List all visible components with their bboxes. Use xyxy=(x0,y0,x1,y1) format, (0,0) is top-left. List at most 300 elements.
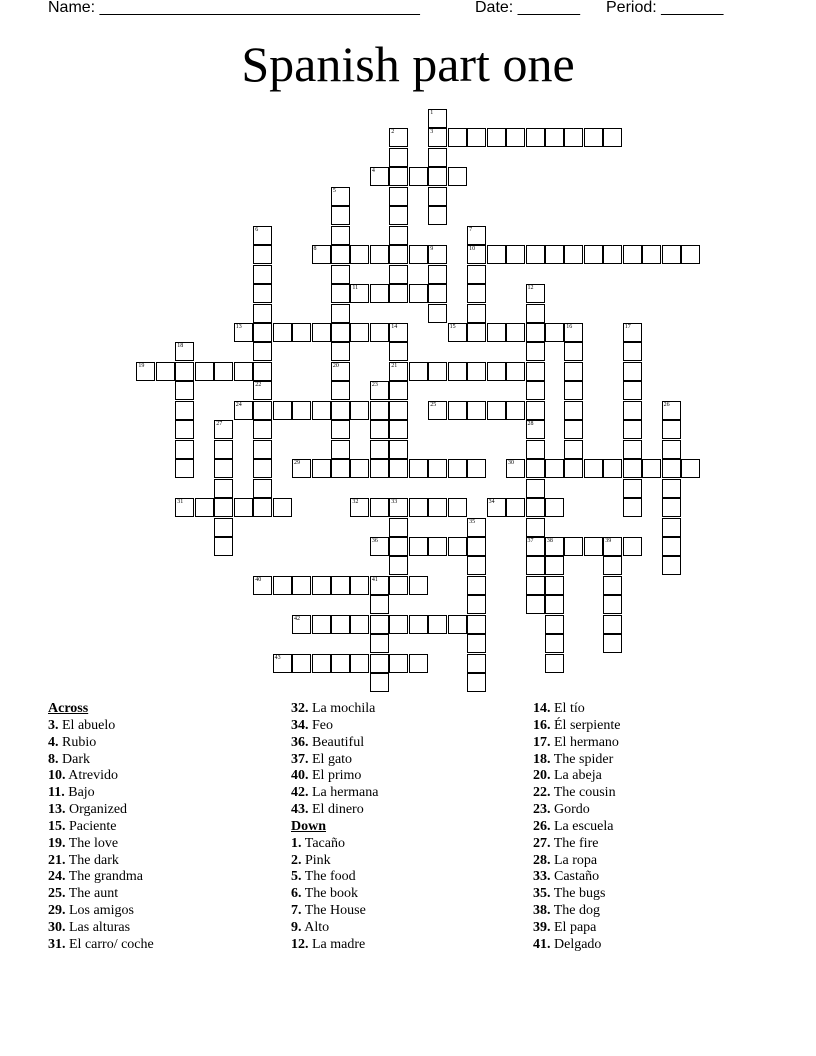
crossword-cell[interactable] xyxy=(428,362,447,381)
crossword-cell[interactable] xyxy=(448,401,467,420)
crossword-cell[interactable] xyxy=(253,420,272,439)
clue-number-label: 22. xyxy=(533,785,551,801)
crossword-cell[interactable] xyxy=(389,342,408,361)
crossword-cell[interactable] xyxy=(487,323,506,342)
crossword-cell[interactable] xyxy=(467,401,486,420)
crossword-cell[interactable] xyxy=(467,362,486,381)
crossword-cell[interactable] xyxy=(331,440,350,459)
crossword-cell[interactable] xyxy=(253,362,272,381)
crossword-cell[interactable] xyxy=(389,362,408,381)
crossword-cell[interactable] xyxy=(389,167,408,186)
clue-text: El papa xyxy=(550,919,597,935)
crossword-cell[interactable] xyxy=(564,323,583,342)
crossword-cell[interactable] xyxy=(428,284,447,303)
crossword-cell[interactable] xyxy=(603,128,622,147)
crossword-cell[interactable] xyxy=(623,479,642,498)
crossword-cell[interactable] xyxy=(564,362,583,381)
crossword-cell[interactable] xyxy=(331,226,350,245)
crossword-cell[interactable] xyxy=(506,401,525,420)
crossword-cell[interactable] xyxy=(506,362,525,381)
crossword-cell[interactable] xyxy=(603,245,622,264)
crossword-cell[interactable] xyxy=(253,245,272,264)
crossword-cell[interactable] xyxy=(526,245,545,264)
crossword-cell[interactable] xyxy=(467,576,486,595)
clue-number-label: 5. xyxy=(291,869,302,885)
crossword-cell[interactable] xyxy=(370,401,389,420)
crossword-cell[interactable] xyxy=(448,615,467,634)
crossword-cell[interactable] xyxy=(467,245,486,264)
clue-item xyxy=(533,768,620,785)
crossword-cell[interactable] xyxy=(389,187,408,206)
crossword-cell[interactable] xyxy=(487,128,506,147)
crossword-cell[interactable] xyxy=(428,245,447,264)
crossword-cell[interactable] xyxy=(623,401,642,420)
crossword-cell[interactable] xyxy=(370,498,389,517)
crossword-cell[interactable] xyxy=(467,323,486,342)
crossword-cell[interactable] xyxy=(253,440,272,459)
crossword-cell[interactable] xyxy=(623,323,642,342)
crossword-cell[interactable] xyxy=(292,323,311,342)
crossword-cell[interactable] xyxy=(370,615,389,634)
crossword-cell[interactable] xyxy=(350,498,369,517)
crossword-cell[interactable] xyxy=(389,576,408,595)
crossword-cell[interactable] xyxy=(526,459,545,478)
crossword-cell[interactable] xyxy=(448,459,467,478)
crossword-cell[interactable] xyxy=(662,420,681,439)
crossword-cell[interactable] xyxy=(623,381,642,400)
crossword-cell[interactable] xyxy=(428,206,447,225)
crossword-cell[interactable] xyxy=(526,498,545,517)
crossword-cell[interactable] xyxy=(662,459,681,478)
crossword-cell[interactable] xyxy=(448,537,467,556)
crossword-cell[interactable] xyxy=(175,498,194,517)
crossword-cell[interactable] xyxy=(350,615,369,634)
crossword-cell[interactable] xyxy=(545,634,564,653)
crossword-cell[interactable] xyxy=(370,595,389,614)
crossword-cell[interactable] xyxy=(234,362,253,381)
crossword-cell[interactable] xyxy=(526,595,545,614)
crossword-cell[interactable] xyxy=(564,537,583,556)
crossword-cell[interactable] xyxy=(564,381,583,400)
crossword-cell[interactable] xyxy=(545,654,564,673)
crossword-cell[interactable] xyxy=(448,323,467,342)
crossword-cell[interactable] xyxy=(428,148,447,167)
crossword-cell[interactable] xyxy=(389,556,408,575)
crossword-cell[interactable] xyxy=(409,498,428,517)
crossword-cell[interactable] xyxy=(526,381,545,400)
crossword-cell[interactable] xyxy=(526,304,545,323)
crossword-cell[interactable] xyxy=(467,459,486,478)
crossword-cell[interactable] xyxy=(214,440,233,459)
clue-text: Feo xyxy=(308,717,333,733)
crossword-cell[interactable] xyxy=(526,556,545,575)
crossword-cell[interactable] xyxy=(331,362,350,381)
crossword-cell[interactable] xyxy=(253,265,272,284)
crossword-cell[interactable] xyxy=(312,401,331,420)
crossword-cell[interactable] xyxy=(370,420,389,439)
crossword-cell[interactable] xyxy=(370,634,389,653)
crossword-cell[interactable] xyxy=(370,654,389,673)
clue-item xyxy=(48,853,154,870)
crossword-cell[interactable] xyxy=(526,479,545,498)
crossword-cell[interactable] xyxy=(526,518,545,537)
crossword-cell[interactable] xyxy=(350,245,369,264)
crossword-cell[interactable] xyxy=(175,342,194,361)
crossword-cell[interactable] xyxy=(409,654,428,673)
crossword-cell[interactable] xyxy=(253,323,272,342)
crossword-cell[interactable] xyxy=(253,284,272,303)
crossword-cell[interactable] xyxy=(253,381,272,400)
clue-item xyxy=(533,819,620,836)
crossword-cell[interactable] xyxy=(409,459,428,478)
crossword-cell[interactable] xyxy=(545,245,564,264)
crossword-cell[interactable] xyxy=(662,401,681,420)
crossword-cell[interactable] xyxy=(312,323,331,342)
crossword-cell[interactable] xyxy=(642,459,661,478)
crossword-cell[interactable] xyxy=(409,362,428,381)
crossword-cell[interactable] xyxy=(545,459,564,478)
crossword-cell[interactable] xyxy=(214,459,233,478)
crossword-cell[interactable] xyxy=(584,459,603,478)
crossword-cell[interactable] xyxy=(389,615,408,634)
crossword-cell[interactable] xyxy=(214,498,233,517)
crossword-cell[interactable] xyxy=(428,304,447,323)
crossword-cell[interactable] xyxy=(253,401,272,420)
crossword-cell[interactable] xyxy=(564,459,583,478)
crossword-cell[interactable] xyxy=(467,128,486,147)
crossword-cell[interactable] xyxy=(156,362,175,381)
crossword-cell[interactable] xyxy=(448,498,467,517)
crossword-cell[interactable] xyxy=(662,556,681,575)
crossword-cell[interactable] xyxy=(623,420,642,439)
crossword-cell[interactable] xyxy=(331,323,350,342)
crossword-cell[interactable] xyxy=(526,401,545,420)
crossword-cell[interactable] xyxy=(370,537,389,556)
crossword-cell[interactable] xyxy=(448,128,467,147)
crossword-cell[interactable] xyxy=(273,401,292,420)
crossword-cell[interactable] xyxy=(642,245,661,264)
crossword-cell[interactable] xyxy=(253,479,272,498)
crossword-cell[interactable] xyxy=(467,556,486,575)
crossword-cell[interactable] xyxy=(350,576,369,595)
crossword-cell[interactable] xyxy=(389,498,408,517)
crossword-cell[interactable] xyxy=(467,304,486,323)
crossword-cell[interactable] xyxy=(526,323,545,342)
clue-number: 33 xyxy=(391,499,398,505)
crossword-cell[interactable] xyxy=(526,342,545,361)
crossword-cell[interactable] xyxy=(350,654,369,673)
crossword-cell[interactable] xyxy=(331,245,350,264)
crossword-cell[interactable] xyxy=(545,595,564,614)
crossword-cell[interactable] xyxy=(331,304,350,323)
crossword-cell[interactable] xyxy=(370,459,389,478)
crossword-cell[interactable] xyxy=(389,265,408,284)
crossword-cell[interactable] xyxy=(409,284,428,303)
crossword-cell[interactable] xyxy=(389,148,408,167)
crossword-cell[interactable] xyxy=(331,401,350,420)
crossword-cell[interactable] xyxy=(253,226,272,245)
crossword-cell[interactable] xyxy=(312,654,331,673)
crossword-cell[interactable] xyxy=(312,245,331,264)
crossword-cell[interactable] xyxy=(487,498,506,517)
crossword-cell[interactable] xyxy=(603,576,622,595)
crossword-cell[interactable] xyxy=(312,576,331,595)
crossword-cell[interactable] xyxy=(273,498,292,517)
crossword-cell[interactable] xyxy=(370,284,389,303)
crossword-cell[interactable] xyxy=(623,498,642,517)
crossword-cell[interactable] xyxy=(389,323,408,342)
crossword-cell[interactable] xyxy=(564,401,583,420)
crossword-cell[interactable] xyxy=(195,498,214,517)
crossword-cell[interactable] xyxy=(487,245,506,264)
crossword-cell[interactable] xyxy=(234,498,253,517)
crossword-cell[interactable] xyxy=(292,654,311,673)
crossword-cell[interactable] xyxy=(526,284,545,303)
crossword-cell[interactable] xyxy=(214,362,233,381)
clue-item xyxy=(533,886,620,903)
crossword-cell[interactable] xyxy=(545,128,564,147)
crossword-cell[interactable] xyxy=(350,401,369,420)
crossword-cell[interactable] xyxy=(428,537,447,556)
clue-number-label: 15. xyxy=(48,818,66,834)
crossword-cell[interactable] xyxy=(545,323,564,342)
crossword-cell[interactable] xyxy=(409,167,428,186)
crossword-cell[interactable] xyxy=(448,167,467,186)
crossword-cell[interactable] xyxy=(273,654,292,673)
crossword-cell[interactable] xyxy=(526,420,545,439)
crossword-cell[interactable] xyxy=(428,498,447,517)
crossword-cell[interactable] xyxy=(331,459,350,478)
crossword-cell[interactable] xyxy=(331,576,350,595)
crossword-cell[interactable] xyxy=(526,128,545,147)
crossword-cell[interactable] xyxy=(350,284,369,303)
crossword-cell[interactable] xyxy=(175,381,194,400)
crossword-cell[interactable] xyxy=(545,537,564,556)
crossword-cell[interactable] xyxy=(662,518,681,537)
crossword-cell[interactable] xyxy=(292,401,311,420)
crossword-cell[interactable] xyxy=(506,245,525,264)
crossword-cell[interactable] xyxy=(545,615,564,634)
crossword-cell[interactable] xyxy=(545,576,564,595)
crossword-cell[interactable] xyxy=(331,187,350,206)
crossword-cell[interactable] xyxy=(253,342,272,361)
crossword-cell[interactable] xyxy=(214,537,233,556)
crossword-cell[interactable] xyxy=(662,537,681,556)
crossword-cell[interactable] xyxy=(389,459,408,478)
crossword-cell[interactable] xyxy=(234,323,253,342)
crossword-cell[interactable] xyxy=(428,109,447,128)
crossword-cell[interactable] xyxy=(389,420,408,439)
crossword-cell[interactable] xyxy=(389,381,408,400)
crossword-cell[interactable] xyxy=(428,615,447,634)
crossword-cell[interactable] xyxy=(273,323,292,342)
crossword-cell[interactable] xyxy=(409,537,428,556)
crossword-cell[interactable] xyxy=(584,128,603,147)
crossword-cell[interactable] xyxy=(331,381,350,400)
crossword-cell[interactable] xyxy=(370,381,389,400)
crossword-cell[interactable] xyxy=(312,459,331,478)
crossword-cell[interactable] xyxy=(506,459,525,478)
crossword-cell[interactable] xyxy=(681,245,700,264)
crossword-cell[interactable] xyxy=(175,362,194,381)
crossword-cell[interactable] xyxy=(389,401,408,420)
crossword-cell[interactable] xyxy=(175,401,194,420)
crossword-cell[interactable] xyxy=(584,245,603,264)
crossword-cell[interactable] xyxy=(234,401,253,420)
crossword-cell[interactable] xyxy=(623,362,642,381)
crossword-cell[interactable] xyxy=(603,595,622,614)
crossword-cell[interactable] xyxy=(487,401,506,420)
crossword-cell[interactable] xyxy=(603,556,622,575)
crossword-cell[interactable] xyxy=(370,245,389,264)
crossword-cell[interactable] xyxy=(564,342,583,361)
clue-text: El gato xyxy=(308,751,353,767)
crossword-cell[interactable] xyxy=(564,440,583,459)
crossword-cell[interactable] xyxy=(331,265,350,284)
crossword-cell[interactable] xyxy=(389,284,408,303)
crossword-cell[interactable] xyxy=(662,440,681,459)
crossword-cell[interactable] xyxy=(526,440,545,459)
crossword-cell[interactable] xyxy=(428,128,447,147)
crossword-cell[interactable] xyxy=(603,634,622,653)
crossword-cell[interactable] xyxy=(467,615,486,634)
crossword-cell[interactable] xyxy=(331,206,350,225)
crossword-cell[interactable] xyxy=(564,420,583,439)
crossword-cell[interactable] xyxy=(467,634,486,653)
crossword-cell[interactable] xyxy=(623,342,642,361)
crossword-cell[interactable] xyxy=(389,245,408,264)
crossword-cell[interactable] xyxy=(564,128,583,147)
crossword-cell[interactable] xyxy=(175,420,194,439)
crossword-cell[interactable] xyxy=(273,576,292,595)
crossword-cell[interactable] xyxy=(603,459,622,478)
crossword-cell[interactable] xyxy=(409,615,428,634)
crossword-cell[interactable] xyxy=(331,615,350,634)
clue-item xyxy=(533,735,620,752)
crossword-cell[interactable] xyxy=(603,615,622,634)
crossword-cell[interactable] xyxy=(389,440,408,459)
crossword-cell[interactable] xyxy=(389,128,408,147)
crossword-cell[interactable] xyxy=(331,284,350,303)
crossword-cell[interactable] xyxy=(331,654,350,673)
crossword-cell[interactable] xyxy=(467,654,486,673)
crossword-cell[interactable] xyxy=(467,518,486,537)
crossword-cell[interactable] xyxy=(681,459,700,478)
crossword-cell[interactable] xyxy=(545,498,564,517)
clue-number: 40 xyxy=(255,576,262,583)
crossword-cell[interactable] xyxy=(195,362,214,381)
clue-number: 12 xyxy=(527,285,534,291)
crossword-cell[interactable] xyxy=(428,265,447,284)
crossword-cell[interactable] xyxy=(584,537,603,556)
crossword-cell[interactable] xyxy=(350,459,369,478)
crossword-cell[interactable] xyxy=(623,440,642,459)
crossword-cell[interactable] xyxy=(389,537,408,556)
crossword-cell[interactable] xyxy=(292,576,311,595)
crossword-cell[interactable] xyxy=(623,245,642,264)
crossword-cell[interactable] xyxy=(623,459,642,478)
crossword-cell[interactable] xyxy=(506,128,525,147)
crossword-cell[interactable] xyxy=(214,420,233,439)
clue-item xyxy=(48,903,154,920)
clue-number: 43 xyxy=(274,654,281,661)
crossword-cell[interactable] xyxy=(214,518,233,537)
clue-number-label: 21. xyxy=(48,852,66,868)
crossword-cell[interactable] xyxy=(389,654,408,673)
clue-number: 11 xyxy=(352,285,359,291)
clue-text: Castaño xyxy=(550,869,600,885)
clue-number: 15 xyxy=(449,323,456,330)
crossword-cell[interactable] xyxy=(526,576,545,595)
crossword-cell[interactable] xyxy=(545,556,564,575)
crossword-cell[interactable] xyxy=(389,226,408,245)
clue-number-label: 1. xyxy=(291,835,302,851)
crossword-cell[interactable] xyxy=(370,576,389,595)
crossword-cell[interactable] xyxy=(389,206,408,225)
crossword-cell[interactable] xyxy=(253,498,272,517)
clue-number-label: 8. xyxy=(48,751,59,767)
crossword-cell[interactable] xyxy=(467,284,486,303)
crossword-cell[interactable] xyxy=(467,226,486,245)
crossword-cell[interactable] xyxy=(662,245,681,264)
crossword-cell[interactable] xyxy=(467,673,486,692)
crossword-cell[interactable] xyxy=(370,167,389,186)
crossword-cell[interactable] xyxy=(487,362,506,381)
crossword-cell[interactable] xyxy=(175,440,194,459)
crossword-cell[interactable] xyxy=(409,245,428,264)
clue-number-label: 40. xyxy=(291,768,309,784)
crossword-cell[interactable] xyxy=(506,498,525,517)
crossword-cell[interactable] xyxy=(467,265,486,284)
crossword-cell[interactable] xyxy=(370,673,389,692)
crossword-cell[interactable] xyxy=(370,323,389,342)
crossword-cell[interactable] xyxy=(350,323,369,342)
crossword-cell[interactable] xyxy=(214,479,233,498)
crossword-cell[interactable] xyxy=(253,304,272,323)
crossword-cell[interactable] xyxy=(448,362,467,381)
crossword-cell[interactable] xyxy=(467,537,486,556)
crossword-cell[interactable] xyxy=(136,362,155,381)
crossword-cell[interactable] xyxy=(526,362,545,381)
clue-item xyxy=(533,903,620,920)
crossword-cell[interactable] xyxy=(370,440,389,459)
crossword-cell[interactable] xyxy=(253,459,272,478)
crossword-cell[interactable] xyxy=(662,479,681,498)
crossword-cell[interactable] xyxy=(428,167,447,186)
crossword-cell[interactable] xyxy=(312,615,331,634)
crossword-cell[interactable] xyxy=(292,459,311,478)
crossword-cell[interactable] xyxy=(175,459,194,478)
crossword-cell[interactable] xyxy=(603,537,622,556)
clue-item xyxy=(291,735,378,752)
crossword-cell[interactable] xyxy=(409,576,428,595)
crossword-cell[interactable] xyxy=(428,459,447,478)
crossword-cell[interactable] xyxy=(331,342,350,361)
crossword-cell[interactable] xyxy=(526,537,545,556)
crossword-cell[interactable] xyxy=(623,537,642,556)
crossword-cell[interactable] xyxy=(428,401,447,420)
crossword-cell[interactable] xyxy=(331,420,350,439)
crossword-cell[interactable] xyxy=(253,576,272,595)
clue-number-label: 2. xyxy=(291,852,302,868)
crossword-cell[interactable] xyxy=(662,498,681,517)
crossword-cell[interactable] xyxy=(564,245,583,264)
crossword-cell[interactable] xyxy=(467,595,486,614)
crossword-cell[interactable] xyxy=(292,615,311,634)
crossword-cell[interactable] xyxy=(506,323,525,342)
crossword-cell[interactable] xyxy=(428,187,447,206)
crossword-cell[interactable] xyxy=(389,518,408,537)
